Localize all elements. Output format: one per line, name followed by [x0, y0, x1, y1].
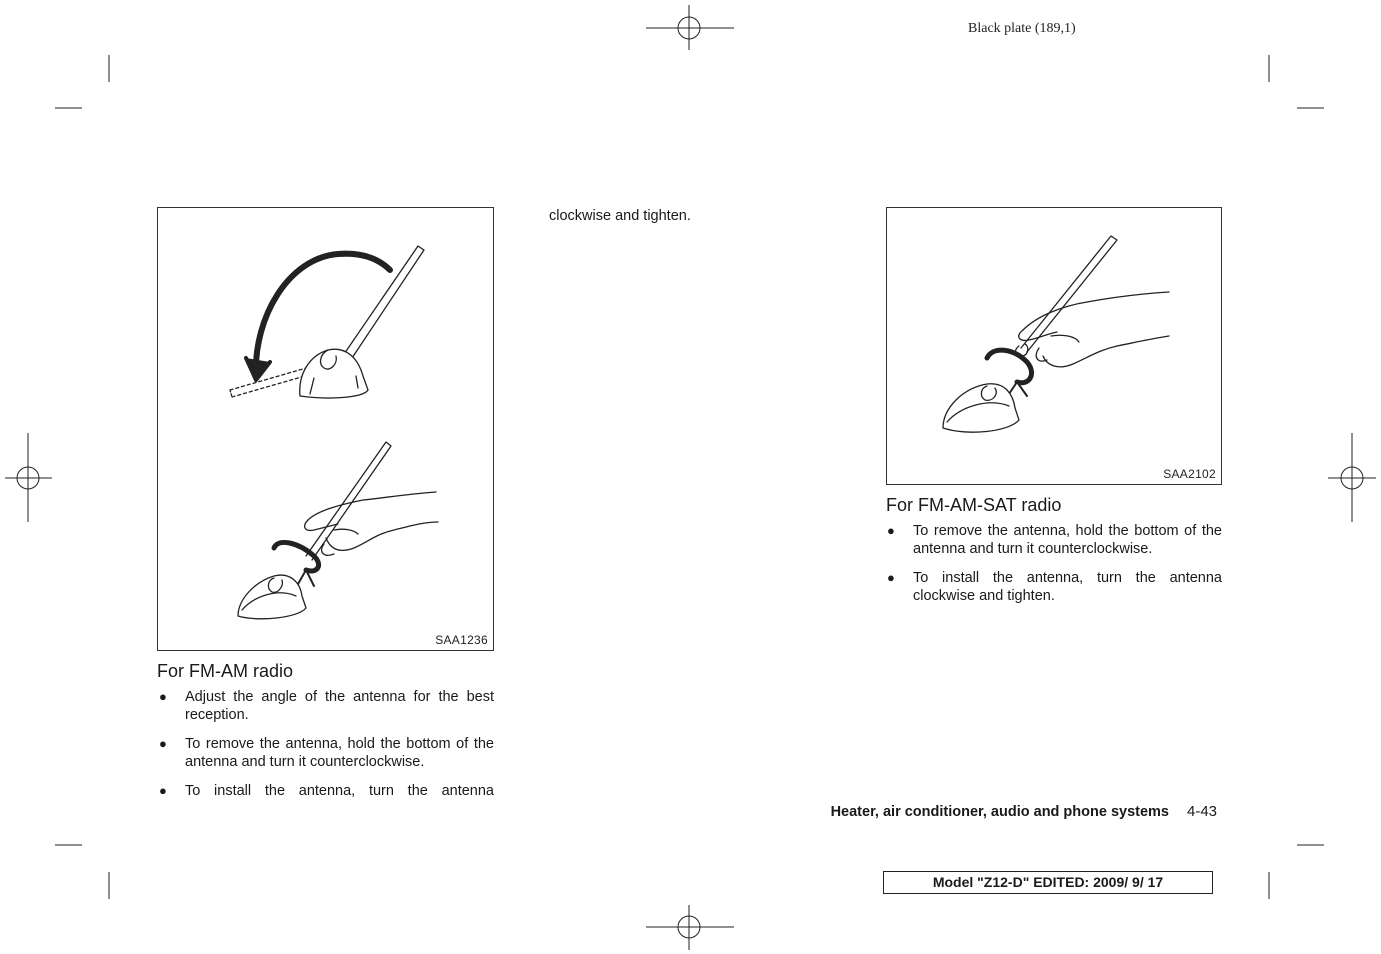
- antenna-remove-illustration: [887, 208, 1221, 484]
- bullet-item: [159, 688, 494, 724]
- bullet-text: Adjust the angle of the antenna for the best reception.: [185, 689, 494, 723]
- bullet-dot-icon: ●: [887, 570, 895, 585]
- bullet-item: [159, 735, 494, 771]
- section-title: Heater, air conditioner, audio and phone systems: [830, 804, 1169, 820]
- continuation-text: clockwise and tighten.: [549, 208, 691, 224]
- figure-code: SAA1236: [435, 633, 488, 647]
- figure-antenna-fm-am: [157, 207, 494, 651]
- bullet-item: [887, 522, 1222, 558]
- bullet-dot-icon: ●: [159, 689, 167, 704]
- bullet-text: To remove the antenna, hold the bottom of the antenna and turn it counterclockwise.: [185, 736, 494, 770]
- bullet-dot-icon: ●: [159, 736, 167, 751]
- figure-code: SAA2102: [1163, 467, 1216, 481]
- bullet-dot-icon: ●: [159, 783, 167, 798]
- bullet-text: To install the antenna, turn the antenna clockwise and tighten.: [913, 570, 1222, 604]
- bullet-dot-icon: ●: [887, 523, 895, 538]
- heading-fm-am-radio: For FM-AM radio: [157, 661, 294, 681]
- plate-label: Black plate (189,1): [968, 21, 1076, 36]
- antenna-adjust-illustration: [158, 208, 493, 650]
- bullet-item: [159, 782, 494, 800]
- model-edited-stamp: Model "Z12-D" EDITED: 2009/ 9/ 17: [883, 871, 1213, 894]
- bullet-item: [887, 569, 1222, 605]
- bullet-text: To remove the antenna, hold the bottom of the antenna and turn it counterclockwise.: [913, 523, 1222, 557]
- figure-antenna-fm-am-sat: [886, 207, 1222, 485]
- page-number: 4-43: [1187, 803, 1218, 820]
- heading-fm-am-sat-radio: For FM-AM-SAT radio: [886, 495, 1062, 515]
- bullet-text: To install the antenna, turn the antenna: [185, 783, 494, 799]
